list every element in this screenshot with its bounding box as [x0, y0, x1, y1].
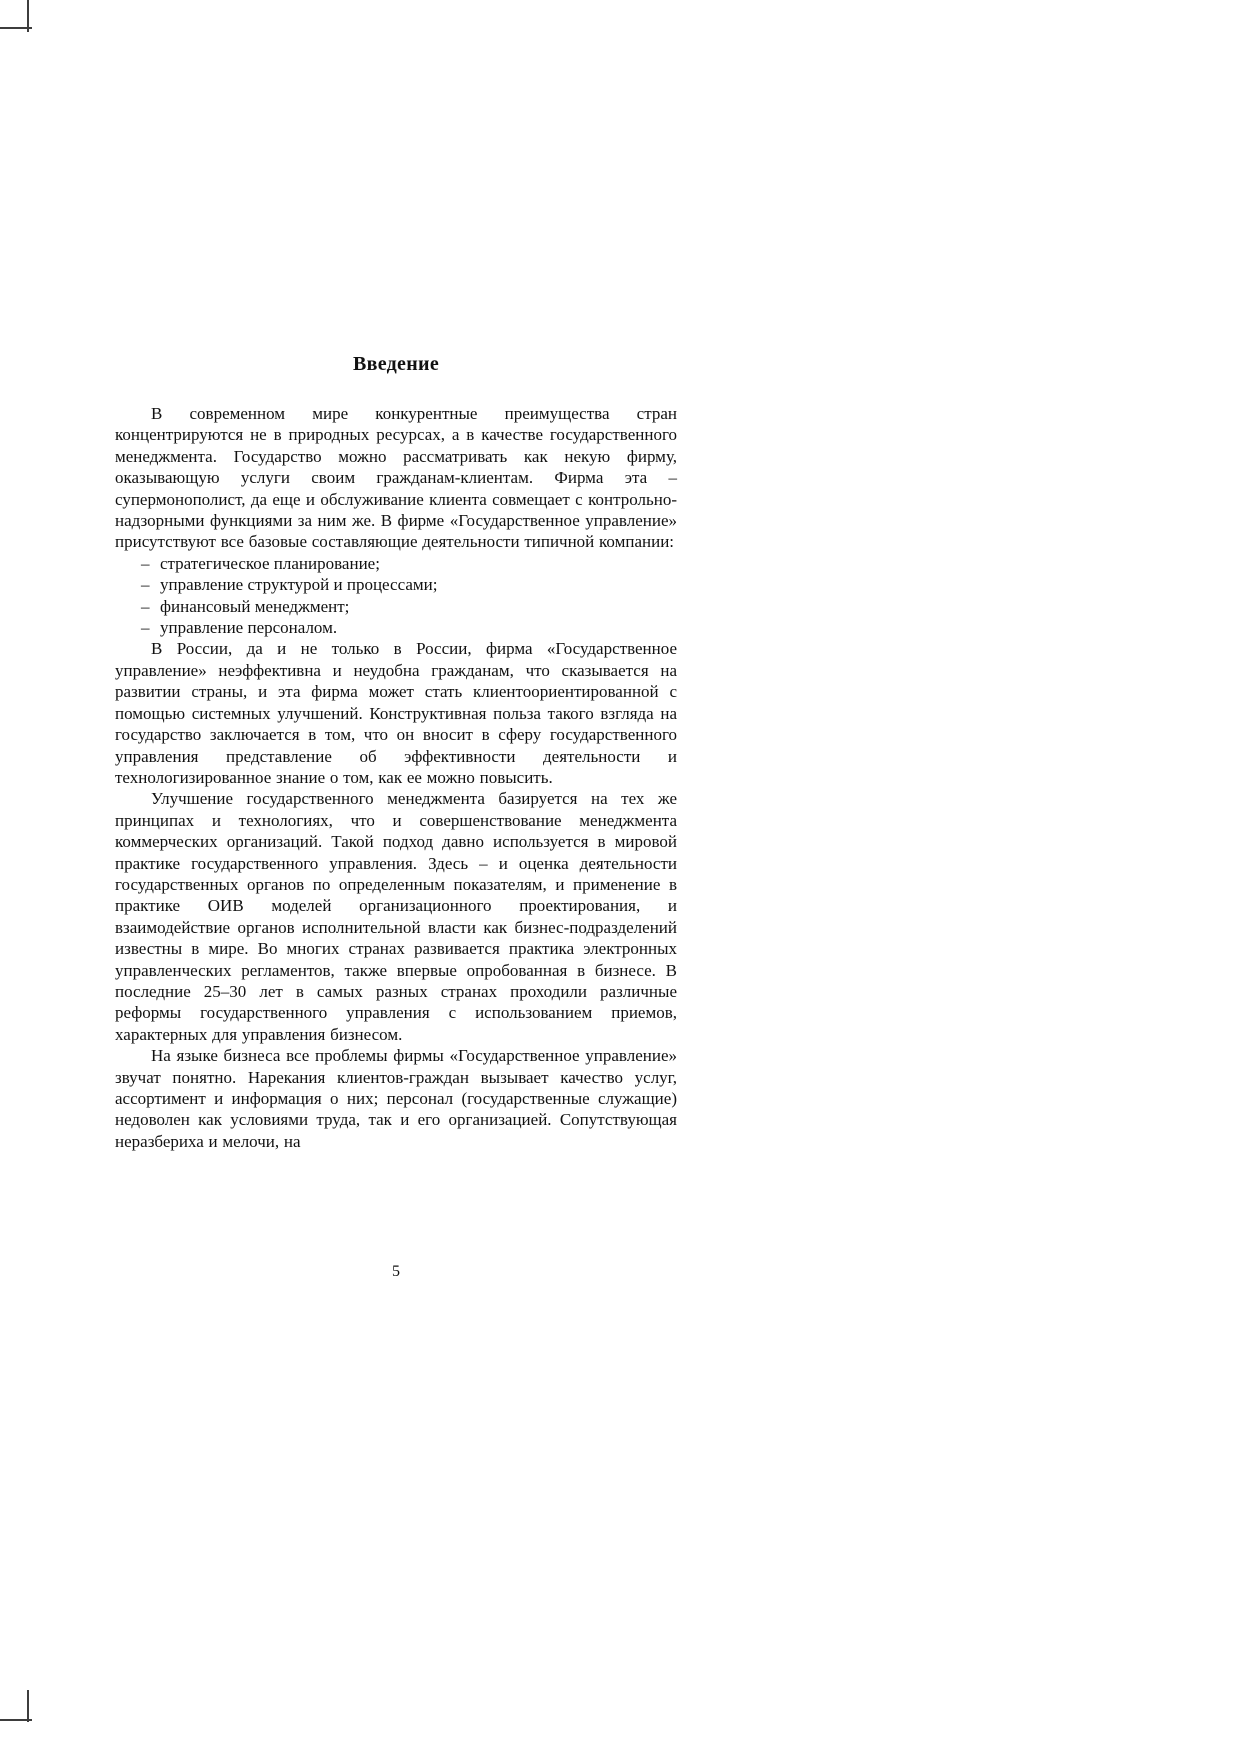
paragraph-improvement: Улучшение государственного менеджмента базируется на тех же принципах и технологиях, что и совершенствование менеджмента коммерческих организаций. Такой подход давно используется в мировой практике государственного управления. Здесь – и оценка деятельности государственных органов по определенным показателям, и применение в практике ОИВ моделей организационного проектирования, и взаимодействие органов исполнительной власти как бизнес-подразделений известны в мире. Во многих странах развивается практика электронных управленческих регламентов, также впервые опробованная в бизнесе. В последние 25–30 лет в самых разных странах проходили различные реформы государственного управления с использованием приемов, характерных для управления бизнесом.	[115, 789, 677, 1044]
bullet-dash: –	[141, 575, 150, 595]
bullet-dash: –	[141, 596, 150, 616]
bullet-text: финансовый менеджмент;	[160, 596, 350, 616]
bullet-item	[115, 574, 677, 595]
bullet-dash: –	[141, 618, 150, 638]
page-number: 5	[392, 1263, 400, 1280]
bullet-list	[115, 553, 677, 639]
bullet-item	[115, 553, 677, 574]
bullet-text: управление структурой и процессами;	[160, 575, 438, 595]
bullet-item	[115, 617, 677, 638]
crop-mark-bottom-left-vertical	[27, 1690, 29, 1722]
text-column	[115, 352, 677, 1152]
bullet-text: управление персоналом.	[160, 618, 338, 638]
bullet-dash: –	[141, 553, 150, 573]
paragraph-russia: В России, да и не только в России, фирма «Государственное управление» неэффективна и неудобна гражданам, что сказывается на развитии страны, и эта фирма может стать клиентоориентированной с помощью системных улучшений. Конструктивная польза такого взгляда на государство заключается в том, что он вносит в сферу государственного управления представление об эффективности деятельности и технологизированное знание о том, как ее можно повысить.	[115, 639, 677, 787]
section-title: Введение	[352, 353, 440, 375]
crop-mark-top-left-vertical	[27, 0, 29, 32]
bullet-item	[115, 596, 677, 617]
bullet-text: стратегическое планирование;	[160, 553, 380, 573]
paragraph-business-language: На языке бизнеса все проблемы фирмы «Государственное управление» звучат понятно. Нарекания клиентов-граждан вызывает качество услуг, ассортимент и информация о них; персонал (государственные служащие) недоволен как условиями труда, так и его организацией. Сопутствующая неразбериха и мелочи, на	[115, 1046, 677, 1151]
paragraph-intro: В современном мире конкурентные преимущества стран концентрируются не в природных ресурсах, а в качестве государственного менеджмента. Государство можно рассматривать как некую фирму, оказывающую услуги своим гражданам-клиентам. Фирма эта – супермонополист, да еще и обслуживание клиента совмещает с контрольно-надзорными функциями за ним же. В фирме «Государственное управление» присутствуют все базовые составляющие деятельности типичной компании:	[115, 404, 677, 552]
